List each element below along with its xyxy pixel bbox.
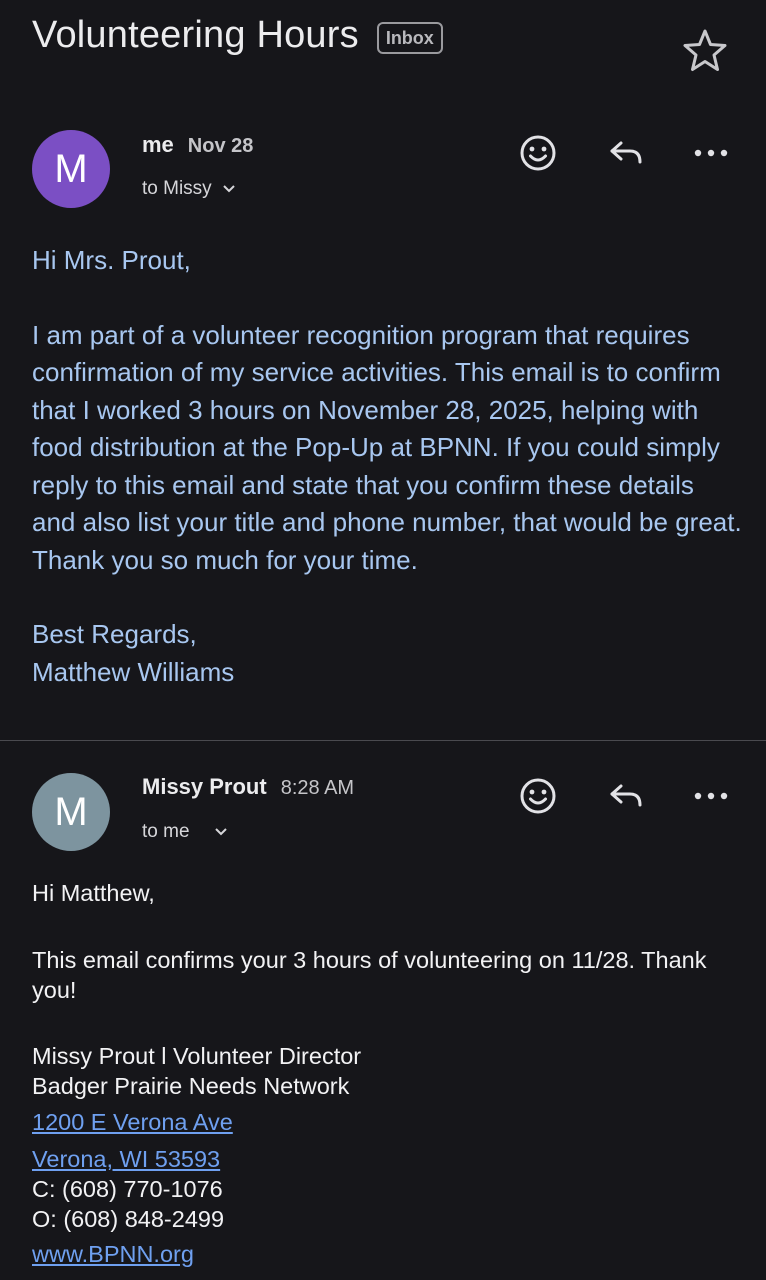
more-icon: [693, 148, 729, 158]
signature: Matthew Williams: [32, 656, 235, 687]
star-icon[interactable]: [680, 26, 730, 76]
office-phone: O: (608) 848-2499: [32, 1206, 225, 1232]
reply-button[interactable]: [603, 774, 647, 818]
cell-phone: C: (608) 770-1076: [32, 1176, 223, 1202]
reply-icon: [606, 777, 644, 815]
signature-name: Missy Prout l Volunteer Director: [32, 1043, 362, 1069]
smiley-icon: [519, 777, 557, 815]
sender-label: me: [142, 132, 174, 157]
message-divider: [0, 740, 766, 741]
chevron-down-icon: [222, 184, 236, 194]
avatar[interactable]: [32, 773, 110, 851]
inbox-label[interactable]: Inbox: [377, 22, 443, 54]
more-options-button[interactable]: [689, 131, 733, 175]
closing: Best Regards,: [32, 619, 197, 649]
sender-label: Missy Prout: [142, 774, 267, 799]
body-paragraph: I am part of a volunteer recognition program that requires confirmation of my service activities. This email is to confirm that I worked 3 hours on November 28, 2025, helping with food distribution at the Pop-Up at BPNN. If you could simply reply to this email and state that you confirm these details and also list your title and phone number, that would be great. Thank you so much for your time.: [32, 319, 742, 575]
more-icon: [693, 791, 729, 801]
reply-icon: [606, 134, 644, 172]
greeting: Hi Matthew,: [32, 880, 155, 906]
email-subject: Volunteering Hours: [32, 14, 359, 56]
message-body: [32, 242, 742, 691]
sent-time: Nov 28: [187, 135, 254, 157]
recipient-toggle[interactable]: [142, 178, 236, 200]
reply-button[interactable]: [603, 131, 647, 175]
emoji-react-button[interactable]: [516, 131, 560, 175]
emoji-react-button[interactable]: [516, 774, 560, 818]
address-link-line1[interactable]: 1200 E Verona Ave: [32, 1109, 233, 1135]
subject-row: [32, 14, 443, 57]
avatar[interactable]: [32, 130, 110, 208]
avatar-letter: M: [54, 789, 88, 834]
greeting: Hi Mrs. Prout,: [32, 245, 191, 275]
message-body: [32, 878, 742, 1269]
recipient-label: to me: [142, 821, 190, 842]
avatar-letter: M: [54, 146, 88, 191]
sent-time: 8:28 AM: [280, 777, 355, 799]
chevron-down-icon: [210, 827, 232, 837]
recipient-label: to Missy: [142, 178, 212, 199]
sender-name[interactable]: [142, 132, 253, 158]
more-options-button[interactable]: [689, 774, 733, 818]
address-link-line2[interactable]: Verona, WI 53593: [32, 1146, 221, 1172]
sender-name[interactable]: [142, 774, 354, 800]
recipient-toggle[interactable]: [142, 821, 232, 843]
website-link[interactable]: www.BPNN.org: [32, 1241, 194, 1267]
body-paragraph: This email confirms your 3 hours of volunteering on 11/28. Thank you!: [32, 947, 707, 1003]
signature-org: Badger Prairie Needs Network: [32, 1073, 350, 1099]
smiley-icon: [519, 134, 557, 172]
